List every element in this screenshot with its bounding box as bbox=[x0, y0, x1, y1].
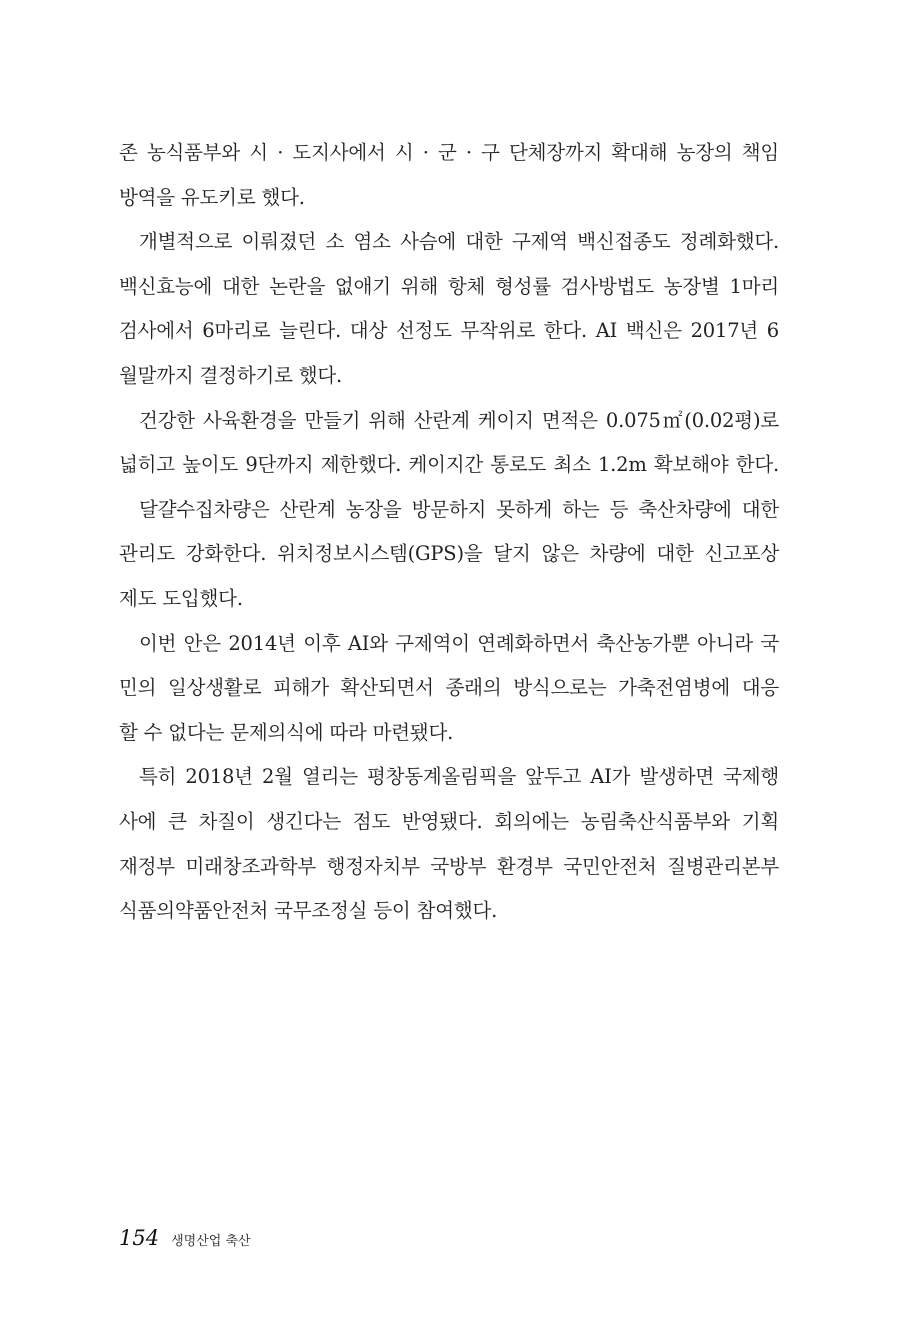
text-line: 존 농식품부와 시 · 도지사에서 시 · 군 · 구 단체장까지 확대해 농장의 책임 bbox=[119, 141, 779, 164]
text-line: 이번 안은 2014년 이후 AI와 구제역이 연례화하면서 축산농가뿐 아니라 국 bbox=[139, 631, 779, 655]
text-line: 제도 도입했다. bbox=[119, 586, 243, 610]
text-line: 개별적으로 이뤄졌던 소 염소 사슴에 대한 구제역 백신접종도 정례화했다. bbox=[139, 230, 779, 254]
text-line: 넓히고 높이도 9단까지 제한했다. 케이지간 통로도 최소 1.2m 확보해야 한다. bbox=[119, 453, 779, 477]
text-line: 사에 큰 차질이 생긴다는 점도 반영됐다. 회의에는 농림축산식품부와 기획 bbox=[119, 809, 779, 833]
text-line: 달걀수집차량은 산란계 농장을 방문하지 못하게 하는 등 축산차량에 대한 bbox=[139, 497, 779, 521]
text-line: 건강한 사육환경을 만들기 위해 산란계 케이지 면적은 0.075㎡(0.02평)로 bbox=[139, 408, 779, 432]
text-line: 재정부 미래창조과학부 행정자치부 국방부 환경부 국민안전처 질병관리본부 bbox=[119, 854, 779, 878]
text-line: 식품의약품안전처 국무조정실 등이 참여했다. bbox=[119, 899, 498, 923]
page-footer bbox=[119, 1226, 251, 1250]
text-line: 민의 일상생활로 피해가 확산되면서 종래의 방식으로는 가축전염병에 대응 bbox=[119, 676, 779, 700]
text-line: 월말까지 결정하기로 했다. bbox=[119, 363, 343, 387]
text-line: 검사에서 6마리로 늘린다. 대상 선정도 무작위로 한다. AI 백신은 2017년 6 bbox=[119, 319, 779, 343]
text-line: 특히 2018년 2월 열리는 평창동계올림픽을 앞두고 AI가 발생하면 국제행 bbox=[139, 765, 779, 789]
page-number: 154 bbox=[119, 1226, 160, 1250]
text-line: 할 수 없다는 문제의식에 따라 마련됐다. bbox=[119, 720, 454, 744]
running-title: 생명산업 축산 bbox=[171, 1234, 251, 1249]
text-line: 관리도 강화한다. 위치정보시스템(GPS)을 달지 않은 차량에 대한 신고포상 bbox=[119, 542, 779, 566]
text-line: 방역을 유도키로 했다. bbox=[119, 185, 305, 209]
text-line: 백신효능에 대한 논란을 없애기 위해 항체 형성률 검사방법도 농장별 1마리 bbox=[119, 274, 779, 298]
body-text bbox=[119, 138, 779, 941]
